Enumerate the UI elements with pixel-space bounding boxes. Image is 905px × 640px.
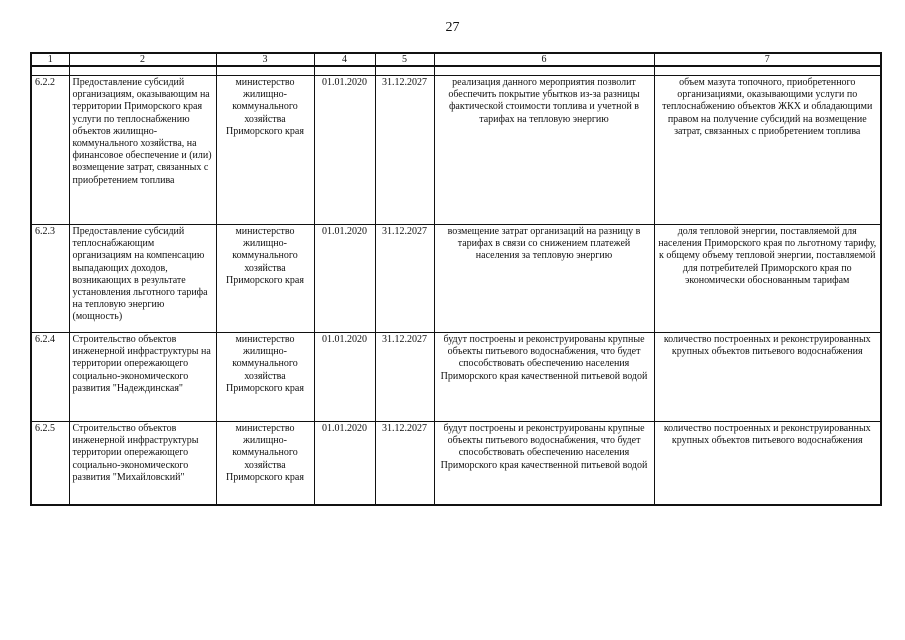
indicator: количество построенных и реконструированных крупных объектов питьевого водоснабжения <box>654 333 881 422</box>
start-date: 01.01.2020 <box>314 333 375 422</box>
end-date: 31.12.2027 <box>375 333 434 422</box>
column-number: 3 <box>216 53 314 66</box>
column-number: 7 <box>654 53 881 66</box>
table-row <box>31 225 881 333</box>
column-number: 1 <box>31 53 69 66</box>
table-row <box>31 333 881 422</box>
table-row <box>31 422 881 506</box>
expected-result: будут построены и реконструированы крупные объекты питьевого водоснабжения, что будет способствовать обеспечению населения Приморского края качественной питьевой водой <box>434 333 654 422</box>
expected-result: будут построены и реконструированы крупные объекты питьевого водоснабжения, что будет способствовать обеспечению населения Приморского края качественной питьевой водой <box>434 422 654 506</box>
spacer-row <box>31 66 881 76</box>
expected-result: реализация данного мероприятия позволит обеспечить покрытие убытков из-за разницы фактической стоимости топлива и учетной в тарифах на тепловую энергию <box>434 76 654 225</box>
start-date: 01.01.2020 <box>314 422 375 506</box>
start-date: 01.01.2020 <box>314 76 375 225</box>
program-activities-table <box>30 52 882 506</box>
column-number: 4 <box>314 53 375 66</box>
page-number: 27 <box>445 20 460 35</box>
column-number: 2 <box>69 53 216 66</box>
indicator: количество построенных и реконструированных крупных объектов питьевого водоснабжения <box>654 422 881 506</box>
column-number: 5 <box>375 53 434 66</box>
row-number: 6.2.2 <box>31 76 69 225</box>
end-date: 31.12.2027 <box>375 76 434 225</box>
expected-result: возмещение затрат организаций на разницу в тарифах в связи со снижением платежей населения за тепловую энергию <box>434 225 654 333</box>
row-number: 6.2.4 <box>31 333 69 422</box>
end-date: 31.12.2027 <box>375 422 434 506</box>
activity-name: Строительство объектов инженерной инфраструктуры на территории опережающего социально-экономического развития "Надеждинская" <box>69 333 216 422</box>
row-number: 6.2.3 <box>31 225 69 333</box>
start-date: 01.01.2020 <box>314 225 375 333</box>
indicator: объем мазута топочного, приобретенного организациями, оказывающими услуги по теплоснабжению объектов ЖКХ и обладающими правом на получение субсидий на возмещение затрат, связанных с приобретением топлива <box>654 76 881 225</box>
executor: министерство жилищно-коммунального хозяйства Приморского края <box>216 76 314 225</box>
end-date: 31.12.2027 <box>375 225 434 333</box>
column-number: 6 <box>434 53 654 66</box>
table-row <box>31 76 881 225</box>
executor: министерство жилищно-коммунального хозяйства Приморского края <box>216 422 314 506</box>
indicator: доля тепловой энергии, поставляемой для населения Приморского края по льготному тарифу, к общему объему тепловой энергии, поставляемой для потребителей Приморского края по экономически обоснованным тарифам <box>654 225 881 333</box>
activity-name: Предоставление субсидий теплоснабжающим организациям на компенсацию выпадающих доходов, возникающих в результате установления льготного тарифа на тепловую энергию (мощность) <box>69 225 216 333</box>
column-number-row <box>31 53 881 66</box>
activity-name: Строительство объектов инженерной инфраструктуры территории опережающего социально-экономического развития "Михайловский" <box>69 422 216 506</box>
executor: министерство жилищно-коммунального хозяйства Приморского края <box>216 225 314 333</box>
activity-name: Предоставление субсидий организациям, оказывающим на территории Приморского края услуги по теплоснабжению объектов жилищно-коммунального хозяйства, на финансовое обеспечение и (или) возмещение затрат, связанных с приобретением топлива <box>69 76 216 225</box>
row-number: 6.2.5 <box>31 422 69 506</box>
executor: министерство жилищно-коммунального хозяйства Приморского края <box>216 333 314 422</box>
